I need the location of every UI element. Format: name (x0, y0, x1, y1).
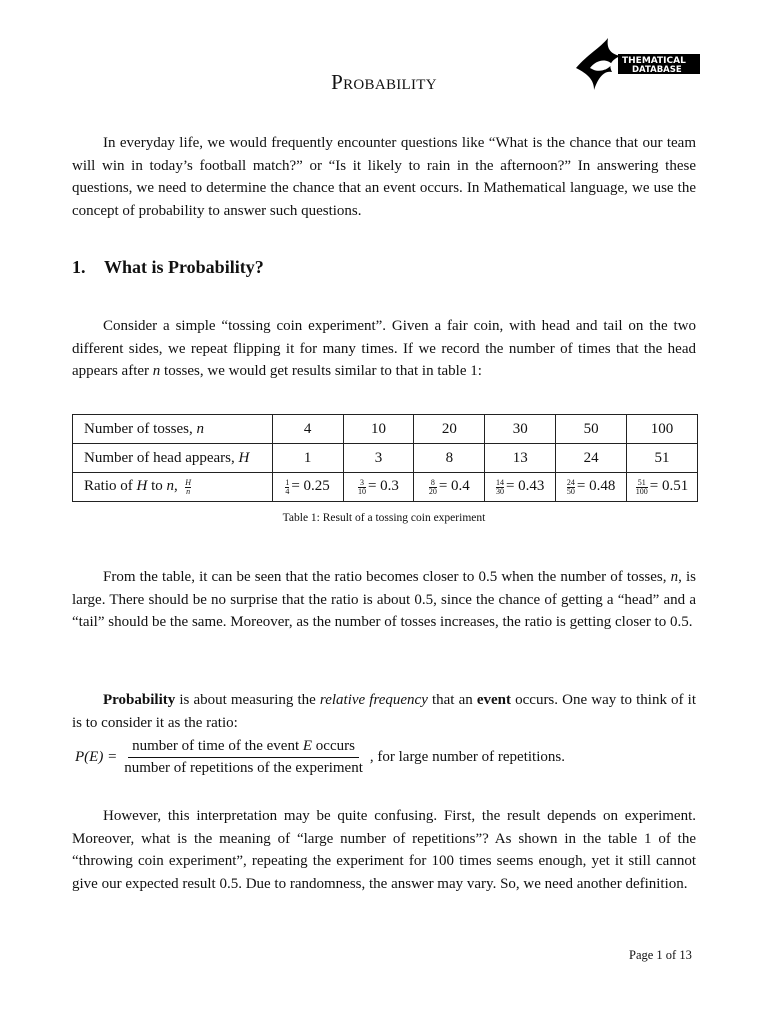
table-cell: 1 (272, 444, 343, 473)
numerator: 24 (566, 477, 575, 487)
text: occurs. One way to think of it is to consider it as the ratio: (72, 692, 696, 731)
result: = 0.51 (649, 478, 689, 495)
table-cell: 100 (627, 415, 698, 444)
coin-experiment-paragraph (72, 315, 696, 383)
table-cell (343, 473, 414, 502)
formula-suffix: , for large number of repetitions. (369, 749, 565, 765)
result: = 0.4 (438, 478, 470, 495)
denominator: 100 (635, 486, 648, 496)
table-cell (485, 473, 556, 502)
table-cell: 30 (485, 415, 556, 444)
coin-toss-table (72, 414, 698, 502)
numerator: 1 (285, 477, 290, 487)
table-cell: 50 (556, 415, 627, 444)
result: = 0.3 (367, 478, 399, 495)
label: Number of tosses, (84, 420, 197, 437)
text: Consider a simple “tossing coin experiment”. Given a fair coin, with head and tail on the two different sides, we repeat flipping it for many times. If we record the number of times that the head appears after (72, 318, 696, 379)
fraction (429, 479, 437, 496)
table-cell: 3 (343, 444, 414, 473)
formula-lhs: P(E) = (75, 749, 118, 765)
table-caption: Table 1: Result of a tossing coin experiment (282, 512, 486, 524)
text: , is large. There should be no surprise that the ratio is about 0.5, since the chance of getting a “head” and a “tail” should be the same. Moreover, as the number of tosses increases, the ratio is getting closer to 0.5. (72, 569, 696, 630)
fraction (358, 479, 366, 496)
intro-paragraph: In everyday life, we would frequently encounter questions like “What is the chance that our team will win in today’s football match?” or “Is it likely to rain in the afternoon?” In answering these questions, we need to determine the chance that an event occurs. In Mathematical language, we use the concept of probability to answer such questions. (72, 135, 696, 219)
table-row (73, 444, 698, 473)
denominator: 30 (495, 486, 504, 496)
variable-n: n (152, 363, 161, 379)
variable-n: n (670, 569, 679, 585)
denominator: 50 (566, 486, 575, 496)
fraction (496, 479, 504, 496)
table-cell: 4 (272, 415, 343, 444)
table-cell: 8 (414, 444, 485, 473)
numerator: 51 (637, 477, 646, 487)
variable: H (238, 449, 250, 466)
result: = 0.48 (576, 478, 616, 495)
section-heading (72, 257, 264, 278)
label: Ratio of (84, 478, 137, 495)
interpretation-paragraph: However, this interpretation may be quite confusing. First, the result depends on experiment. Moreover, what is the meaning of “large number of repetitions”? As shown in the table 1 of the “throwing coin experiment”, repeating the experiment for 100 times seems enough, yet it still cannot give our expected result 0.5. Due to randomness, the answer may vary. So, we need another definition. (72, 808, 696, 892)
variable: n (166, 478, 175, 495)
result: = 0.43 (505, 478, 545, 495)
denominator: n (186, 486, 191, 496)
probability-definition-paragraph (72, 689, 696, 734)
table-cell: 24 (556, 444, 627, 473)
text: From the table, it can be seen that the ratio becomes closer to 0.5 when the number of tosses, (103, 569, 671, 585)
bold-term: event (476, 692, 512, 708)
table-row (73, 473, 698, 502)
fraction (185, 479, 191, 496)
text: that an (427, 692, 477, 708)
numerator: 14 (495, 477, 504, 487)
text: occurs (312, 738, 355, 754)
fraction (636, 479, 648, 496)
table-cell (272, 473, 343, 502)
fraction (285, 479, 289, 496)
variable: n (196, 420, 204, 437)
denominator: 20 (428, 486, 437, 496)
label: to (147, 478, 167, 495)
denominator: 10 (357, 486, 366, 496)
numerator: 3 (359, 477, 364, 487)
section-number: 1. (72, 257, 86, 277)
numerator: 8 (430, 477, 435, 487)
numerator: H (185, 477, 192, 487)
text: number of time of the event (132, 738, 303, 754)
text: tosses, we would get results similar to that in table 1: (160, 363, 482, 379)
table-cell: 10 (343, 415, 414, 444)
text: is about measuring the (175, 692, 320, 708)
label: Number of head appears, (84, 449, 239, 466)
fraction (567, 479, 575, 496)
table-cell: 20 (414, 415, 485, 444)
logo-text-line2: DATABASE (632, 65, 682, 75)
table-cell (627, 473, 698, 502)
table-row (73, 415, 698, 444)
result: = 0.25 (291, 478, 330, 495)
page-title: Probability (331, 70, 437, 94)
table-cell (414, 473, 485, 502)
label: , (174, 478, 178, 495)
probability-formula (75, 738, 565, 777)
variable: H (136, 478, 148, 495)
table-cell: 13 (485, 444, 556, 473)
table-cell: 51 (627, 444, 698, 473)
formula-numerator (128, 738, 359, 758)
formula-fraction (120, 738, 367, 777)
denominator: 4 (285, 486, 290, 496)
page-number: Page 1 of 13 (629, 948, 692, 962)
logo-text-line1: THEMATICAL (622, 56, 686, 66)
ratio-paragraph (72, 566, 696, 634)
formula-denominator: number of repetitions of the experiment (124, 760, 363, 776)
row-header (73, 444, 273, 473)
italic-term: relative frequency (319, 692, 428, 708)
variable-e: E (302, 738, 313, 754)
bold-term: Probability (103, 692, 176, 708)
row-header (73, 473, 273, 502)
table-cell (556, 473, 627, 502)
section-title: What is Probability? (104, 257, 264, 277)
row-header (73, 415, 273, 444)
